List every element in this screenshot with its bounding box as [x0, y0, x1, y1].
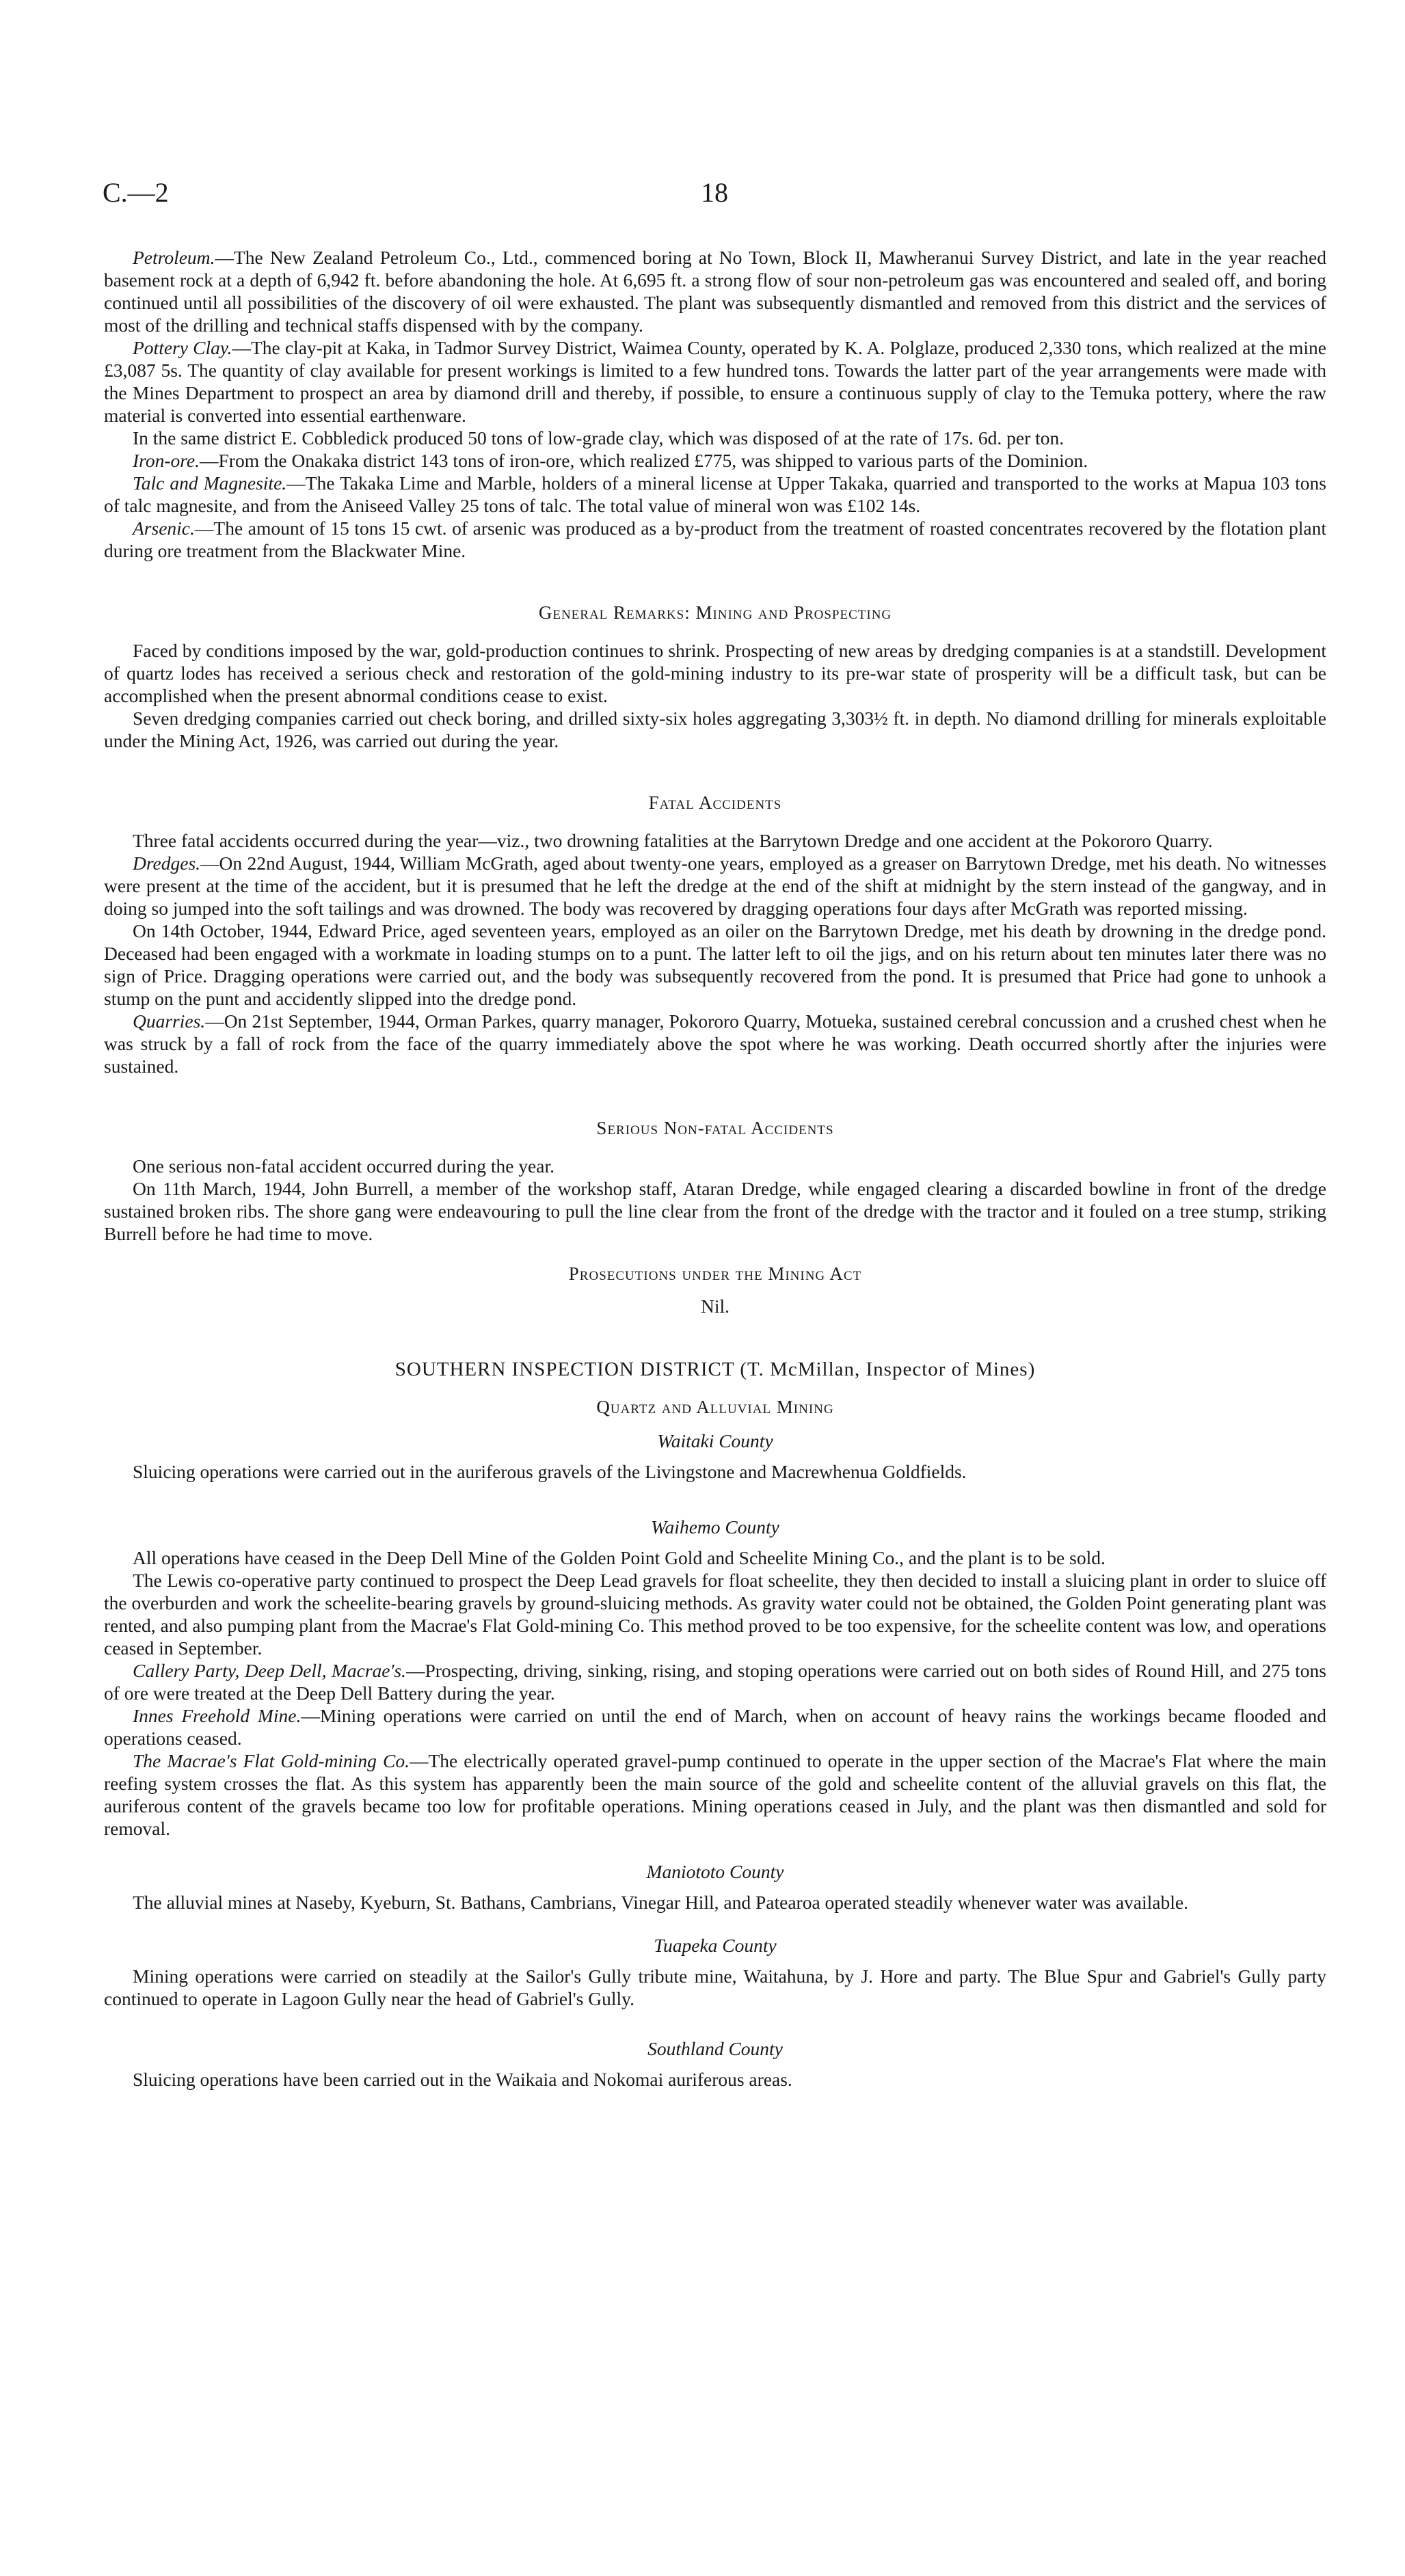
pottery-clay-text: —The clay-pit at Kaka, in Tadmor Survey District, Waimea County, operated by K. A. Polglaze, produced 2,330 tons, which realized at the mine £3,087 5s. The quantity of clay available for present workings is limited to a few hundred tons. Towards the latter part of the year arrangements were made with the Mines Department to prospect an area by diamond drill and thereby, if possible, to ensure a continuous supply of clay to the Temuka pottery, where the raw material is converted into essential earthenware.	[104, 337, 1326, 426]
callery-title: Callery Party, Deep Dell, Macrae's.	[133, 1660, 406, 1681]
waihemo-paragraph-1: All operations have ceased in the Deep Dell Mine of the Golden Point Gold and Scheelite Mining Co., and the plant is to be sold.	[133, 1547, 1106, 1568]
macraes-text: —The electrically operated gravel-pump continued to operate in the upper section of the Macrae's Flat where the main reefing system crosses the flat. As this system has apparently been the main source of the gold and scheelite content of the alluvial gravels on this flat, the auriferous content of the gravels became too low for profitable operations. Mining operations ceased in July, and the plant was then dismantled and sold for removal.	[104, 1750, 1327, 1839]
maniototo-county-heading: Maniototo County	[646, 1861, 784, 1882]
callery-paragraph	[104, 1659, 1326, 1704]
quarries-text: —On 21st September, 1944, Orman Parkes, quarry manager, Pokororo Quarry, Motueka, sustained cerebral concussion and a crushed chest when he was struck by a fall of rock from the face of the quarry immediately above the spot where he was working. Death occurred shortly after the injuries were sustained.	[104, 1010, 1326, 1077]
serious-accidents-paragraph-1: One serious non-fatal accident occurred during the year.	[133, 1155, 554, 1177]
prosecutions-value: Nil.	[700, 1296, 730, 1317]
macraes-paragraph	[104, 1749, 1326, 1840]
tuapeka-county-heading: Tuapeka County	[654, 1935, 777, 1956]
tuapeka-paragraph: Mining operations were carried on steadily at the Sailor's Gully tribute mine, Waitahuna, by J. Hore and party. The Blue Spur and Gabriel's Gully party continued to operate in Lagoon Gully near the head of Gabriel's Gully.	[104, 1965, 1326, 2009]
general-remarks-paragraph-1: Faced by conditions imposed by the war, gold-production continues to shrink. Prospecting of new areas by dredging companies is at a standstill. Development of quartz lodes has received a serious check and restoration of the gold-mining industry to its pre-war state of prosperity will be a difficult task, but can be accomplished when the present abnormal conditions cease to exist.	[104, 640, 1326, 706]
arsenic-text: —The amount of 15 tons 15 cwt. of arsenic was produced as a by-product from the treatment of roasted concentrates recovered by the flotation plant during ore treatment from the Blackwater Mine.	[104, 518, 1326, 561]
fatal-accidents-intro: Three fatal accidents occurred during the year—viz., two drowning fatalities at the Barrytown Dredge and one accident at the Pokororo Quarry.	[133, 830, 1213, 851]
quarries-paragraph	[104, 1010, 1326, 1077]
petroleum-paragraph	[104, 246, 1326, 336]
talc-text: —The Takaka Lime and Marble, holders of a mineral license at Upper Takaka, quarried and transported to the works at Mapua 103 tons of talc magnesite, and from the Aniseed Valley 25 tons of talc. The total value of mineral won was £102 14s.	[104, 472, 1326, 516]
petroleum-title: Petroleum.	[133, 247, 215, 268]
fatal-accidents-heading: Fatal Accidents	[648, 792, 782, 813]
waihemo-paragraph-2: The Lewis co-operative party continued to prospect the Deep Lead gravels for float scheelite, they then decided to install a sluicing plant in order to sluice off the overburden and work the scheelite-bearing gravels by ground-sluicing methods. As gravity water could not be obtained, the Golden Point generating plant was rented, and also pumping plant from the Macrae's Flat Gold-mining Co. This method proved to be too expensive, for the scheelite content was low, and operations ceased in September.	[104, 1570, 1326, 1659]
quarries-title: Quarries.	[133, 1010, 206, 1032]
talc-title: Talc and Magnesite.	[133, 472, 287, 494]
dredges-paragraph	[104, 852, 1326, 920]
southland-county-heading: Southland County	[647, 2038, 783, 2059]
waitaki-county-heading: Waitaki County	[657, 1430, 773, 1451]
serious-accidents-heading: Serious Non-fatal Accidents	[596, 1118, 834, 1138]
maniototo-paragraph: The alluvial mines at Naseby, Kyeburn, St. Bathans, Cambrians, Vinegar Hill, and Patearoa operated steadily whenever water was available.	[133, 1892, 1188, 1913]
southern-district-heading: SOUTHERN INSPECTION DISTRICT (T. McMillan, Inspector of Mines)	[394, 1358, 1036, 1380]
serious-accidents-paragraph-2: On 11th March, 1944, John Burrell, a member of the workshop staff, Ataran Dredge, while engaged clearing a discarded bowline in front of the dredge sustained broken ribs. The shore gang were endeavouring to pull the line clear from the front of the dredge with the tractor and it fouled on a tree stump, striking Burrell before he had time to move.	[104, 1178, 1326, 1244]
page-header	[103, 176, 1326, 211]
iron-ore-title: Iron-ore.	[133, 450, 200, 471]
iron-ore-text: —From the Onakaka district 143 tons of iron-ore, which realized £775, was shipped to various parts of the Dominion.	[200, 450, 1088, 471]
dredges-title: Dredges.	[133, 853, 201, 874]
pottery-clay-title: Pottery Clay.	[133, 337, 232, 358]
innes-paragraph	[104, 1704, 1326, 1749]
iron-ore-paragraph	[104, 449, 1326, 472]
innes-text: —Mining operations were carried on until the end of March, when on account of heavy rains the workings became flooded and operations ceased.	[104, 1705, 1327, 1749]
page-body	[104, 246, 1326, 2091]
arsenic-paragraph	[104, 517, 1326, 562]
general-remarks-paragraph-2: Seven dredging companies carried out check boring, and drilled sixty-six holes aggregating 3,303½ ft. in depth. No diamond drilling for minerals exploitable under the Mining Act, 1926, was carried out during the year.	[104, 708, 1326, 751]
arsenic-title: Arsenic.	[133, 518, 195, 539]
callery-text: —Prospecting, driving, sinking, rising, and stoping operations were carried out on both sides of Round Hill, and 275 tons of ore were treated at the Deep Dell Battery during the year.	[104, 1660, 1326, 1704]
general-remarks-heading: General Remarks: Mining and Prospecting	[538, 602, 892, 623]
price-accident-paragraph: On 14th October, 1944, Edward Price, aged seventeen years, employed as an oiler on the Barrytown Dredge, met his death by drowning in the dredge pond. Deceased had been engaged with a workmate in loading stumps on to a punt. The latter left to oil the jigs, and on his return about ten minutes later there was no sign of Price. Dragging operations were carried out, and the body was subsequently recovered from the pond. It is presumed that Price had gone to unhook a stump on the punt and accidently slipped into the dredge pond.	[104, 920, 1326, 1009]
innes-title: Innes Freehold Mine.	[133, 1705, 302, 1726]
quartz-alluvial-heading: Quartz and Alluvial Mining	[596, 1397, 834, 1417]
macraes-title: The Macrae's Flat Gold-mining Co.	[133, 1750, 410, 1771]
southland-paragraph: Sluicing operations have been carried out in the Waikaia and Nokomai auriferous areas.	[133, 2069, 792, 2090]
prosecutions-heading: Prosecutions under the Mining Act	[568, 1263, 862, 1284]
clay-cobbledick-paragraph: In the same district E. Cobbledick produced 50 tons of low-grade clay, which was disposed of at the rate of 17s. 6d. per ton.	[133, 427, 1065, 448]
waitaki-paragraph: Sluicing operations were carried out in the auriferous gravels of the Livingstone and Macrewhenua Goldfields.	[133, 1461, 967, 1482]
pottery-clay-paragraph	[104, 336, 1326, 427]
dredges-text: —On 22nd August, 1944, William McGrath, aged about twenty-one years, employed as a greaser on Barrytown Dredge, met his death. No witnesses were present at the time of the accident, but it is presumed that he left the dredge at the end of the shift at midnight by the stern instead of the gangway, and in doing so jumped into the soft tailings and was drowned. The body was recovered by dragging operations four days after McGrath was reported missing.	[104, 853, 1326, 919]
waihemo-county-heading: Waihemo County	[651, 1516, 779, 1538]
petroleum-text: —The New Zealand Petroleum Co., Ltd., commenced boring at No Town, Block II, Mawheranui Survey District, and late in the year reached basement rock at a depth of 6,942 ft. before abandoning the hole. At 6,695 ft. a strong flow of sour non-petroleum gas was encountered and sealed off, and boring continued until all possibilities of the discovery of oil were exhausted. The plant was subsequently dismantled and removed from this district and the services of most of the drilling and technical staffs dispensed with by the company.	[104, 247, 1326, 336]
section-code: C.—2	[103, 177, 169, 208]
talc-paragraph	[104, 472, 1326, 517]
page-number: 18	[701, 177, 728, 208]
